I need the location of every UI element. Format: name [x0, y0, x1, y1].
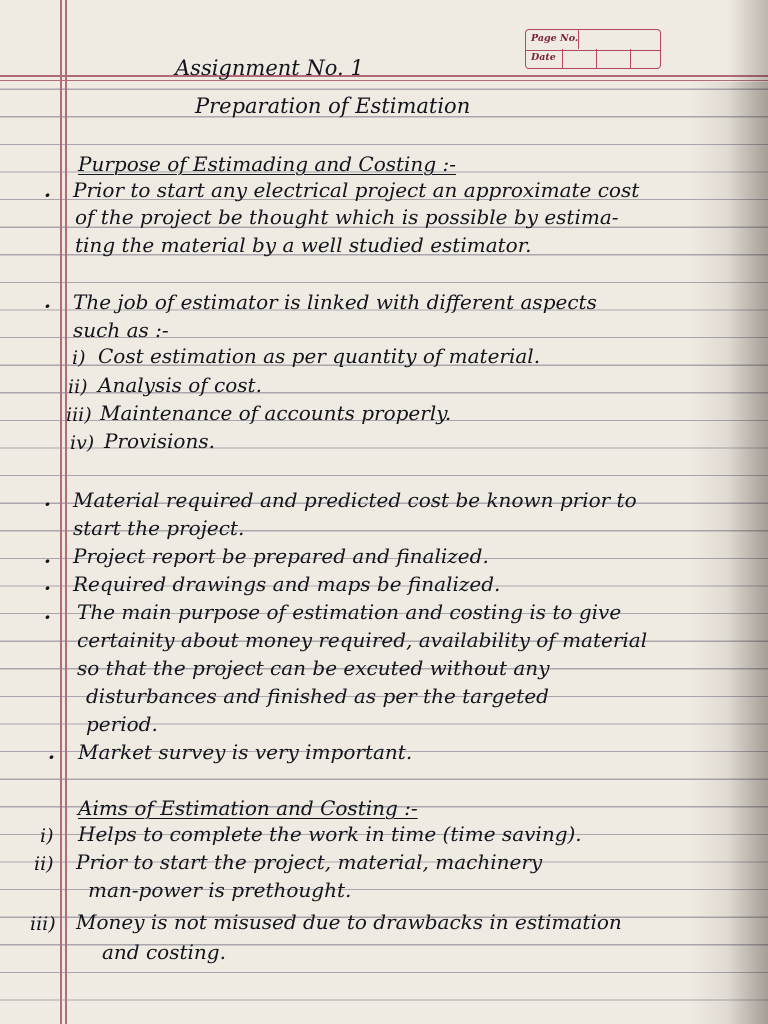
bullet-dot: ·: [44, 294, 51, 318]
date-label: Date: [531, 52, 556, 63]
paragraph-line: Material required and predicted cost be known prior to: [73, 488, 637, 512]
list-number: ii): [68, 376, 88, 398]
date-row: [526, 49, 660, 69]
bullet-dot: ·: [44, 492, 51, 516]
bullet-dot: ·: [48, 745, 55, 769]
header-rule-secondary: [0, 80, 768, 81]
list-item: man-power is prethought.: [88, 878, 352, 902]
list-number: ii): [34, 853, 54, 875]
paragraph-line: Required drawings and maps be finalized.: [73, 572, 501, 596]
page-edge-shadow: [728, 0, 768, 1024]
header-rule: [0, 75, 768, 77]
bullet-dot: ·: [44, 183, 51, 207]
paragraph-line: Project report be prepared and finalized.: [73, 544, 489, 568]
list-item: Helps to complete the work in time (time saving).: [78, 822, 582, 846]
list-item: Provisions.: [104, 429, 215, 453]
paragraph-line: Prior to start any electrical project an approximate cost: [73, 178, 640, 202]
bullet-dot: ·: [44, 576, 51, 600]
list-number: iii): [30, 913, 56, 935]
page-subtitle: Preparation of Estimation: [195, 94, 471, 118]
list-item: Maintenance of accounts properly.: [100, 401, 452, 425]
paragraph-line: start the project.: [73, 516, 245, 540]
paragraph-line: such as :-: [73, 318, 169, 342]
list-number: i): [72, 347, 86, 369]
box-divider: [630, 49, 631, 68]
list-item: Money is not misused due to drawbacks in estimation: [76, 910, 622, 934]
paragraph-line: ting the material by a well studied estimator.: [75, 233, 532, 257]
page-no-label: Page No.: [531, 33, 579, 44]
section-heading-aims: Aims of Estimation and Costing :-: [78, 796, 418, 820]
paragraph-line: period.: [86, 712, 158, 736]
bullet-dot: ·: [44, 605, 51, 629]
paragraph-line: The job of estimator is linked with different aspects: [73, 290, 597, 314]
bullet-dot: ·: [44, 549, 51, 573]
margin-rule: [60, 0, 62, 1024]
paragraph-line: certainity about money required, availability of material: [77, 628, 648, 652]
paragraph-line: The main purpose of estimation and costing is to give: [77, 600, 622, 624]
box-divider: [578, 30, 579, 49]
margin-rule-secondary: [65, 0, 67, 1024]
assignment-title: Assignment No. 1: [175, 56, 364, 80]
paragraph-line: disturbances and finished as per the targeted: [86, 684, 549, 708]
list-item: Prior to start the project, material, machinery: [76, 850, 543, 874]
list-item: Cost estimation as per quantity of material.: [98, 344, 541, 368]
page-no-row: [526, 30, 660, 51]
list-number: i): [40, 825, 54, 847]
page-date-box: [525, 29, 661, 69]
box-divider: [562, 49, 563, 68]
list-number: iv): [70, 432, 95, 454]
list-number: iii): [66, 404, 92, 426]
list-item: and costing.: [102, 940, 226, 964]
paragraph-line: Market survey is very important.: [78, 740, 413, 764]
list-item: Analysis of cost.: [98, 373, 262, 397]
section-heading-purpose: Purpose of Estimading and Costing :-: [78, 152, 456, 176]
box-divider: [596, 49, 597, 68]
paragraph-line: of the project be thought which is possible by estima-: [75, 205, 619, 229]
paragraph-line: so that the project can be excuted without any: [77, 656, 550, 680]
